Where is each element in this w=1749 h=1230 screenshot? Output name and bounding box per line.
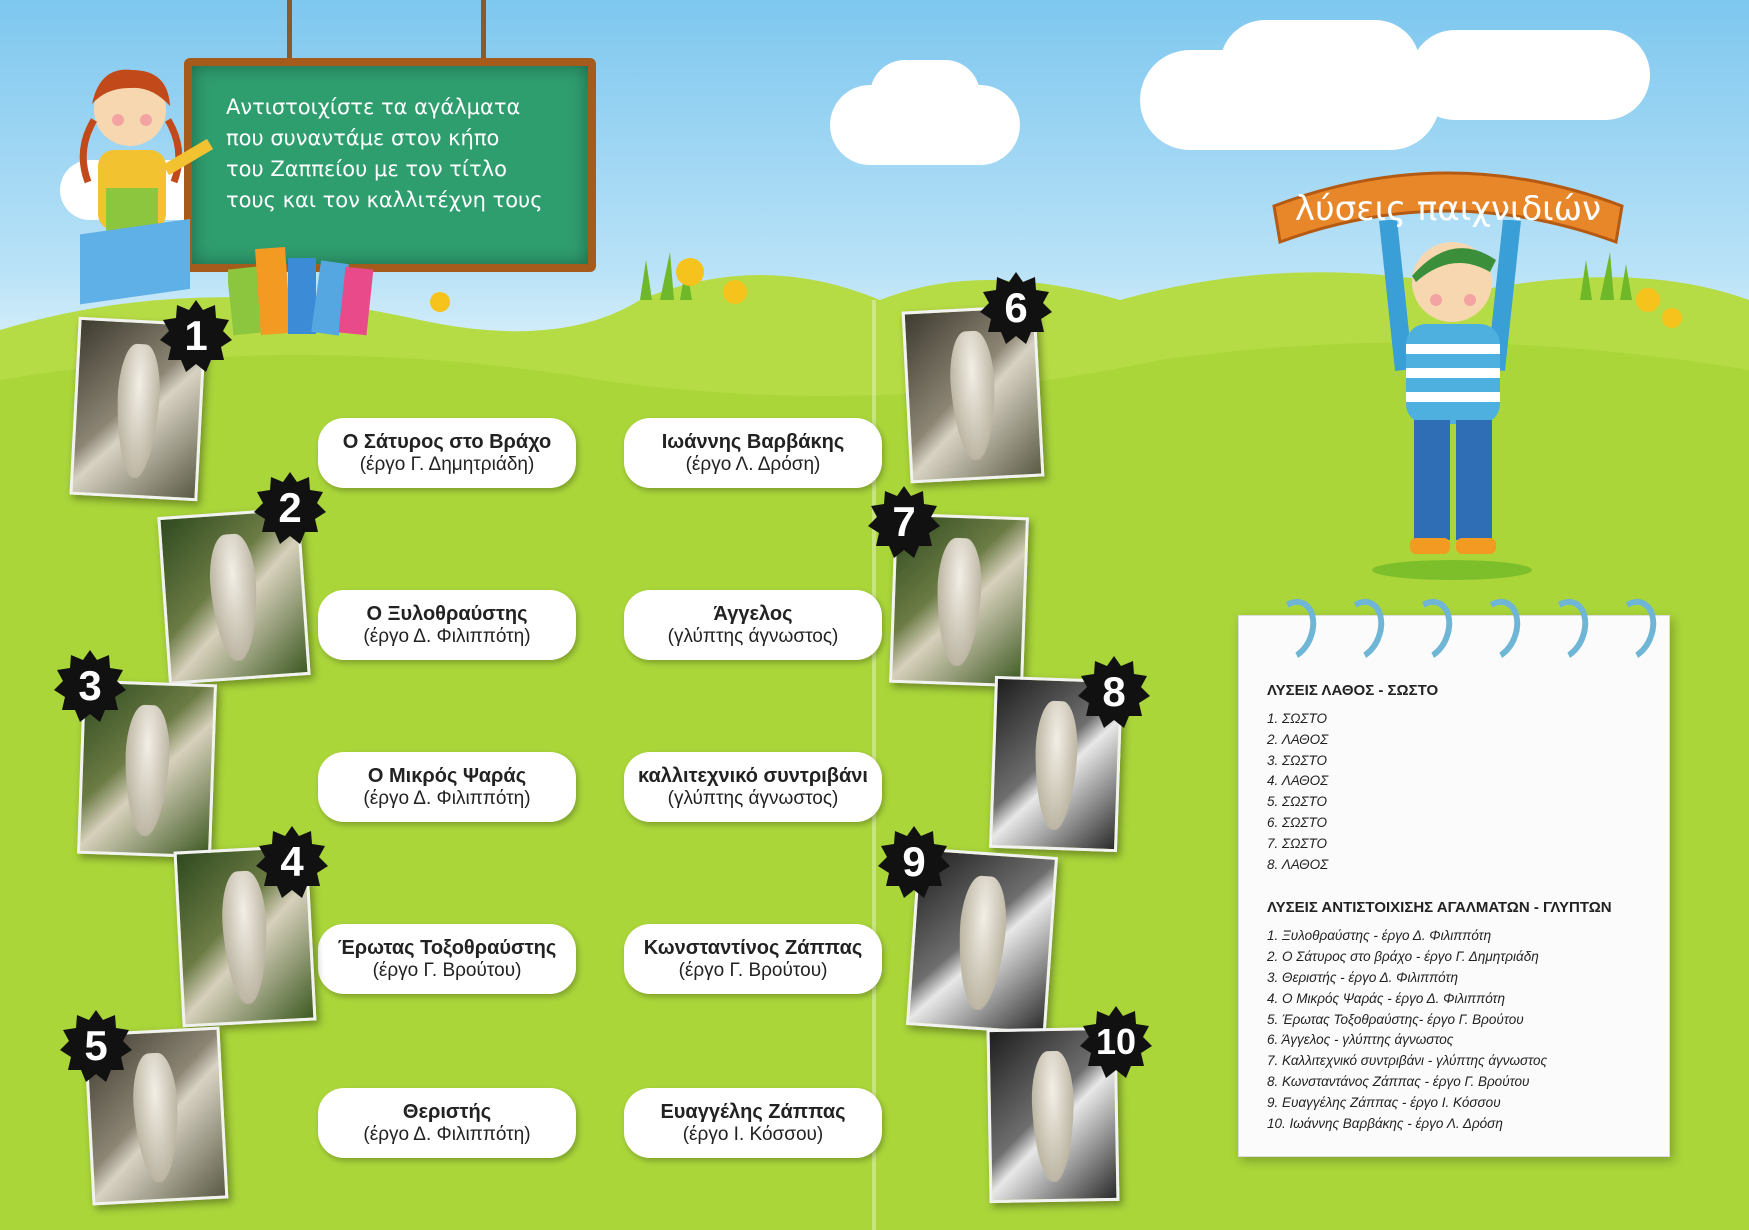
list-item: 2. ΛΑΘΟΣ <box>1267 731 1329 747</box>
statue-label-fountain[interactable] <box>624 752 882 822</box>
list-item: 7. Καλλιτεχνικό συντριβάνι - γλύπτης άγνωστος <box>1267 1053 1548 1069</box>
true-false-heading: ΛΥΣΕΙΣ ΛΑΘΟΣ - ΣΩΣΤΟ <box>1267 682 1439 699</box>
matching-list <box>1267 926 1657 1134</box>
label-artist: (έργο Γ. Βρούτου) <box>372 959 522 981</box>
cloud <box>870 60 980 130</box>
statue-label-eros[interactable] <box>318 924 576 994</box>
number-badge-3: 3 <box>54 650 126 722</box>
boy-holding-sign-illustration <box>1360 220 1540 590</box>
number-badge-9: 9 <box>878 826 950 898</box>
list-item: 6. ΣΩΣΤΟ <box>1267 814 1327 830</box>
label-artist: (έργο Ι. Κόσσου) <box>682 1123 824 1145</box>
label-artist: (έργο Γ. Δημητριάδη) <box>359 453 535 475</box>
cloud <box>1410 30 1650 120</box>
label-title: Ο Ξυλοθραύστης <box>366 602 528 625</box>
number-badge-1: 1 <box>160 300 232 372</box>
list-item: 10. Ιωάννης Βαρβάκης - έργο Λ. Δρόση <box>1267 1115 1503 1131</box>
matching-heading: ΛΥΣΕΙΣ ΑΝΤΙΣΤΟΙΧΙΣΗΣ ΑΓΑΛΜΑΤΩΝ - ΓΛΥΠΤΩΝ <box>1267 899 1612 917</box>
list-item: 2. Ο Σάτυρος στο βράχο - έργο Γ. Δημητριάδη <box>1267 949 1539 965</box>
books-illustration <box>228 238 378 338</box>
statue-label-evangelis-zappas[interactable] <box>624 1088 882 1158</box>
label-title: Άγγελος <box>713 602 793 625</box>
list-item: 1. Ξυλοθραύστης - έργο Δ. Φιλιππότη <box>1267 928 1492 944</box>
label-title: Ιωάννης Βαρβάκης <box>661 430 845 453</box>
list-item: 8. ΛΑΘΟΣ <box>1267 856 1329 872</box>
list-item: 4. ΛΑΘΟΣ <box>1267 773 1329 789</box>
label-artist: (γλύπτης άγνωστος) <box>667 787 839 809</box>
statue-label-angel[interactable] <box>624 590 882 660</box>
number-badge-10: 10 <box>1080 1006 1152 1078</box>
true-false-list <box>1267 709 1657 875</box>
statue-label-reaper[interactable] <box>318 1088 576 1158</box>
label-title: Ευαγγέλης Ζάππας <box>660 1100 846 1123</box>
statue-label-satyr[interactable] <box>318 418 576 488</box>
number-badge-8: 8 <box>1078 656 1150 728</box>
list-item: 5. ΣΩΣΤΟ <box>1267 794 1327 810</box>
solutions-notepad <box>1238 615 1670 1157</box>
list-item: 6. Άγγελος - γλύπτης άγνωστος <box>1267 1032 1454 1048</box>
list-item: 9. Ευαγγέλης Ζάππας - έργο Ι. Κόσσου <box>1267 1094 1501 1110</box>
statue-label-varvakis[interactable] <box>624 418 882 488</box>
list-item: 8. Κωνσταντάνος Ζάππας - έργο Γ. Βρούτου <box>1267 1073 1530 1089</box>
board-rope <box>481 0 486 62</box>
number-badge-2: 2 <box>254 472 326 544</box>
list-item: 7. ΣΩΣΤΟ <box>1267 835 1327 851</box>
list-item: 3. Θεριστής - έργο Δ. Φιλιππότη <box>1267 969 1458 985</box>
label-title: Ο Μικρός Ψαράς <box>367 764 527 787</box>
girl-reading-illustration <box>40 60 230 320</box>
board-rope <box>287 0 292 62</box>
label-artist: (έργο Δ. Φιλιππότη) <box>363 787 531 809</box>
label-title: Έρωτας Τοξοθραύστης <box>337 936 557 959</box>
list-item: 1. ΣΩΣΤΟ <box>1267 711 1327 726</box>
label-title: Κωνσταντίνος Ζάππας <box>643 936 863 959</box>
label-artist: (έργο Δ. Φιλιππότη) <box>363 1123 531 1145</box>
number-badge-4: 4 <box>256 826 328 898</box>
label-artist: (έργο Δ. Φιλιππότη) <box>363 625 531 647</box>
number-badge-7: 7 <box>868 486 940 558</box>
list-item: 3. ΣΩΣΤΟ <box>1267 752 1327 768</box>
instruction-text: Αντιστοιχίστε τα αγάλματα που συναντάμε στον κήπο του Ζαππείου με τον τίτλο τους και τον καλλιτέχνη τους <box>226 95 543 212</box>
list-item: 4. Ο Μικρός Ψαράς - έργο Δ. Φιλιππότη <box>1267 990 1505 1006</box>
statue-label-konstantinos-zappas[interactable] <box>624 924 882 994</box>
statue-label-little-fisherman[interactable] <box>318 752 576 822</box>
label-title: καλλιτεχνικό συντριβάνι <box>638 764 868 787</box>
label-artist: (έργο Λ. Δρόση) <box>685 453 821 475</box>
list-item: 5. Έρωτας Τοξοθραύστης- έργο Γ. Βρούτου <box>1267 1011 1524 1027</box>
label-artist: (έργο Γ. Βρούτου) <box>678 959 828 981</box>
solutions-banner <box>1268 150 1628 246</box>
number-badge-5: 5 <box>60 1010 132 1082</box>
number-badge-6: 6 <box>980 272 1052 344</box>
label-title: Θεριστής <box>402 1100 492 1123</box>
banner-title: λύσεις παιχνιδιών <box>1294 189 1602 229</box>
label-artist: (γλύπτης άγνωστος) <box>667 625 839 647</box>
cloud <box>1220 20 1420 110</box>
label-title: Ο Σάτυρος στο Βράχο <box>342 430 552 453</box>
statue-label-woodcutter[interactable] <box>318 590 576 660</box>
